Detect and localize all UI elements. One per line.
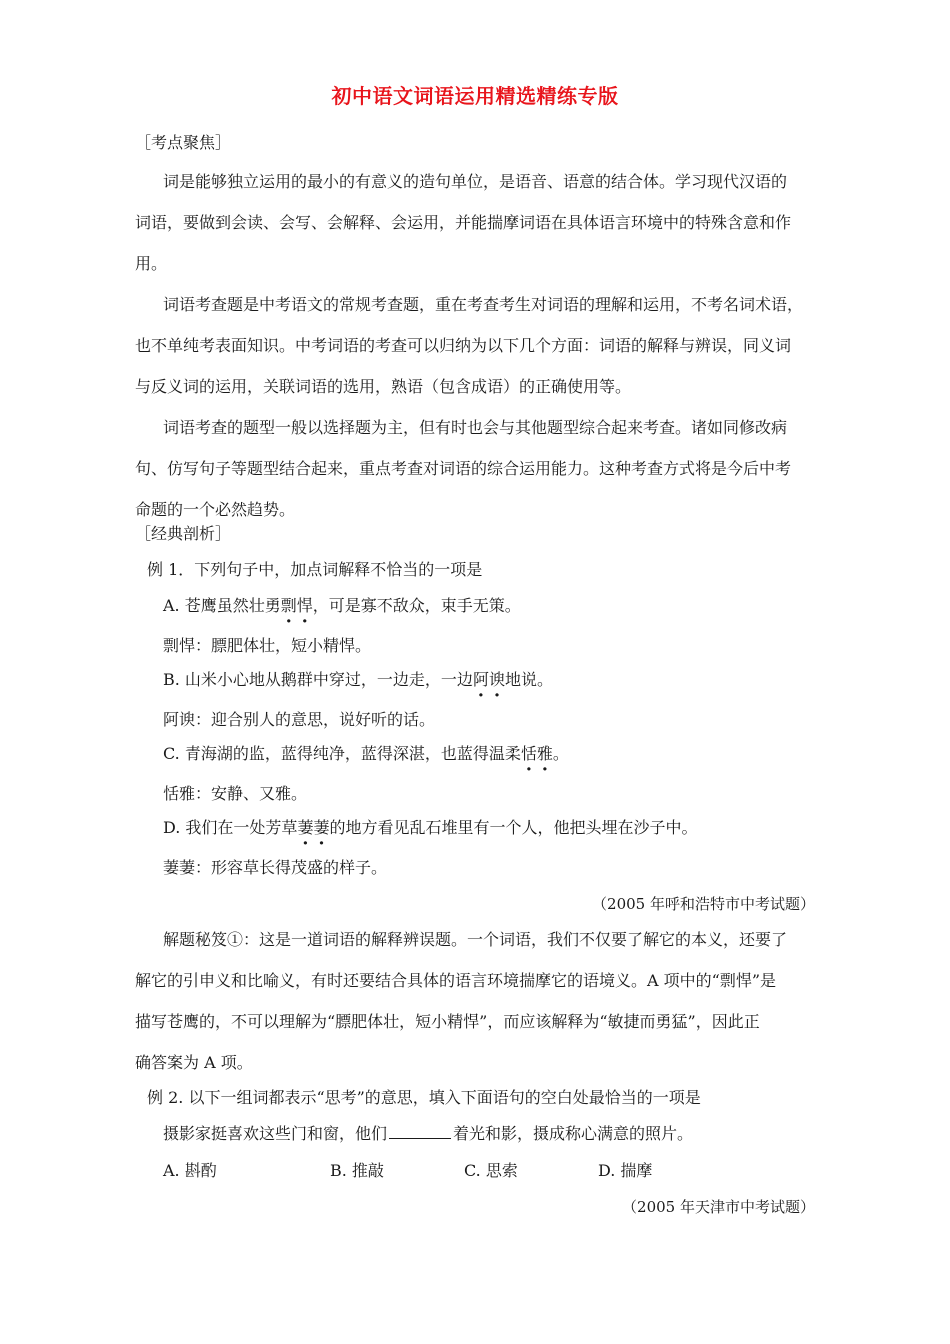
emphasis-dot-char: 悍 bbox=[296, 596, 313, 615]
paragraph-line: 用。 bbox=[135, 254, 168, 273]
option-b: B. 山米小心地从鹅群中穿过，一边走，一边阿谀地说。 bbox=[163, 670, 553, 689]
option-d: D. 我们在一处芳草萋萋的地方看见乱石堆里有一个人，他把头埋在沙子中。 bbox=[163, 818, 698, 837]
paragraph-line: 词语考查题是中考语文的常规考查题，重在考查考生对词语的理解和运用，不考名词术语， bbox=[163, 295, 804, 314]
example-2-sentence: 摄影家挺喜欢这些门和窗，他们 着光和影，摄成称心满意的照片。 bbox=[163, 1124, 694, 1143]
emphasis-dot-char: 剽 bbox=[280, 596, 297, 615]
option-d: D. 揣摩 bbox=[598, 1161, 653, 1180]
section-heading-classic: ［经典剖析］ bbox=[135, 524, 232, 543]
emphasis-dot-char: 阿 bbox=[472, 670, 489, 689]
page-title: 初中语文词语运用精选精练专版 bbox=[331, 84, 619, 108]
paragraph-line: 与反义词的运用，关联词语的选用，熟语（包含成语）的正确使用等。 bbox=[135, 377, 632, 396]
emphasis-dot-char: 萋 bbox=[313, 818, 330, 837]
solution-line: 描写苍鹰的，不可以理解为“膘肥体壮，短小精悍”，而应该解释为“敏捷而勇猛”，因此正 bbox=[135, 1012, 760, 1031]
answer-blank bbox=[389, 1124, 451, 1139]
option-c-explanation: 恬雅：安静、又雅。 bbox=[163, 784, 308, 803]
paragraph-line: 词是能够独立运用的最小的有意义的造句单位，是语音、语意的结合体。学习现代汉语的 bbox=[163, 172, 788, 191]
example-1-stem: 例 1．下列句子中，加点词解释不恰当的一项是 bbox=[147, 560, 483, 579]
option-a: A. 苍鹰虽然壮勇剽悍，可是寡不敌众，束手无策。 bbox=[163, 596, 521, 615]
option-c: C. 思索 bbox=[464, 1161, 518, 1180]
paragraph-line: 词语，要做到会读、会写、会解释、会运用，并能揣摩词语在具体语言环境中的特殊含意和作 bbox=[135, 213, 792, 232]
solution-line: 解题秘笈①：这是一道词语的解释辨误题。一个词语，我们不仅要了解它的本义，还要了 bbox=[163, 930, 788, 949]
emphasis-dot-char: 雅 bbox=[536, 744, 553, 763]
example-2-source: （2005 年天津市中考试题） bbox=[622, 1198, 815, 1216]
option-d-explanation: 萋萋：形容草长得茂盛的样子。 bbox=[163, 858, 388, 877]
paragraph-line: 词语考查的题型一般以选择题为主，但有时也会与其他题型综合起来考查。诸如同修改病 bbox=[163, 418, 788, 437]
paragraph-line: 句、仿写句子等题型结合起来，重点考查对词语的综合运用能力。这种考查方式将是今后中考 bbox=[135, 459, 792, 478]
option-c: C. 青海湖的监，蓝得纯净，蓝得深湛，也蓝得温柔恬雅。 bbox=[163, 744, 569, 763]
option-a-explanation: 剽悍：膘肥体壮，短小精悍。 bbox=[163, 636, 372, 655]
paragraph-line: 也不单纯考表面知识。中考词语的考查可以归纳为以下几个方面：词语的解释与辨误，同义词 bbox=[135, 336, 792, 355]
emphasis-dot-char: 萋 bbox=[297, 818, 314, 837]
section-heading-focus: ［考点聚焦］ bbox=[135, 133, 232, 152]
solution-line: 解它的引申义和比喻义，有时还要结合具体的语言环境揣摩它的语境义。A 项中的“剽悍”是 bbox=[135, 971, 777, 990]
example-2-stem: 例 2. 以下一组词都表示“思考”的意思，填入下面语句的空白处最恰当的一项是 bbox=[147, 1088, 701, 1107]
paragraph-line: 命题的一个必然趋势。 bbox=[135, 500, 296, 519]
solution-line: 确答案为 A 项。 bbox=[135, 1053, 253, 1072]
option-a: A. 斟酌 bbox=[163, 1161, 217, 1180]
emphasis-dot-char: 恬 bbox=[520, 744, 537, 763]
option-b: B. 推敲 bbox=[330, 1161, 384, 1180]
emphasis-dot-char: 谀 bbox=[488, 670, 505, 689]
option-b-explanation: 阿谀：迎合别人的意思，说好听的话。 bbox=[163, 710, 436, 729]
example-1-source: （2005 年呼和浩特市中考试题） bbox=[592, 895, 815, 913]
